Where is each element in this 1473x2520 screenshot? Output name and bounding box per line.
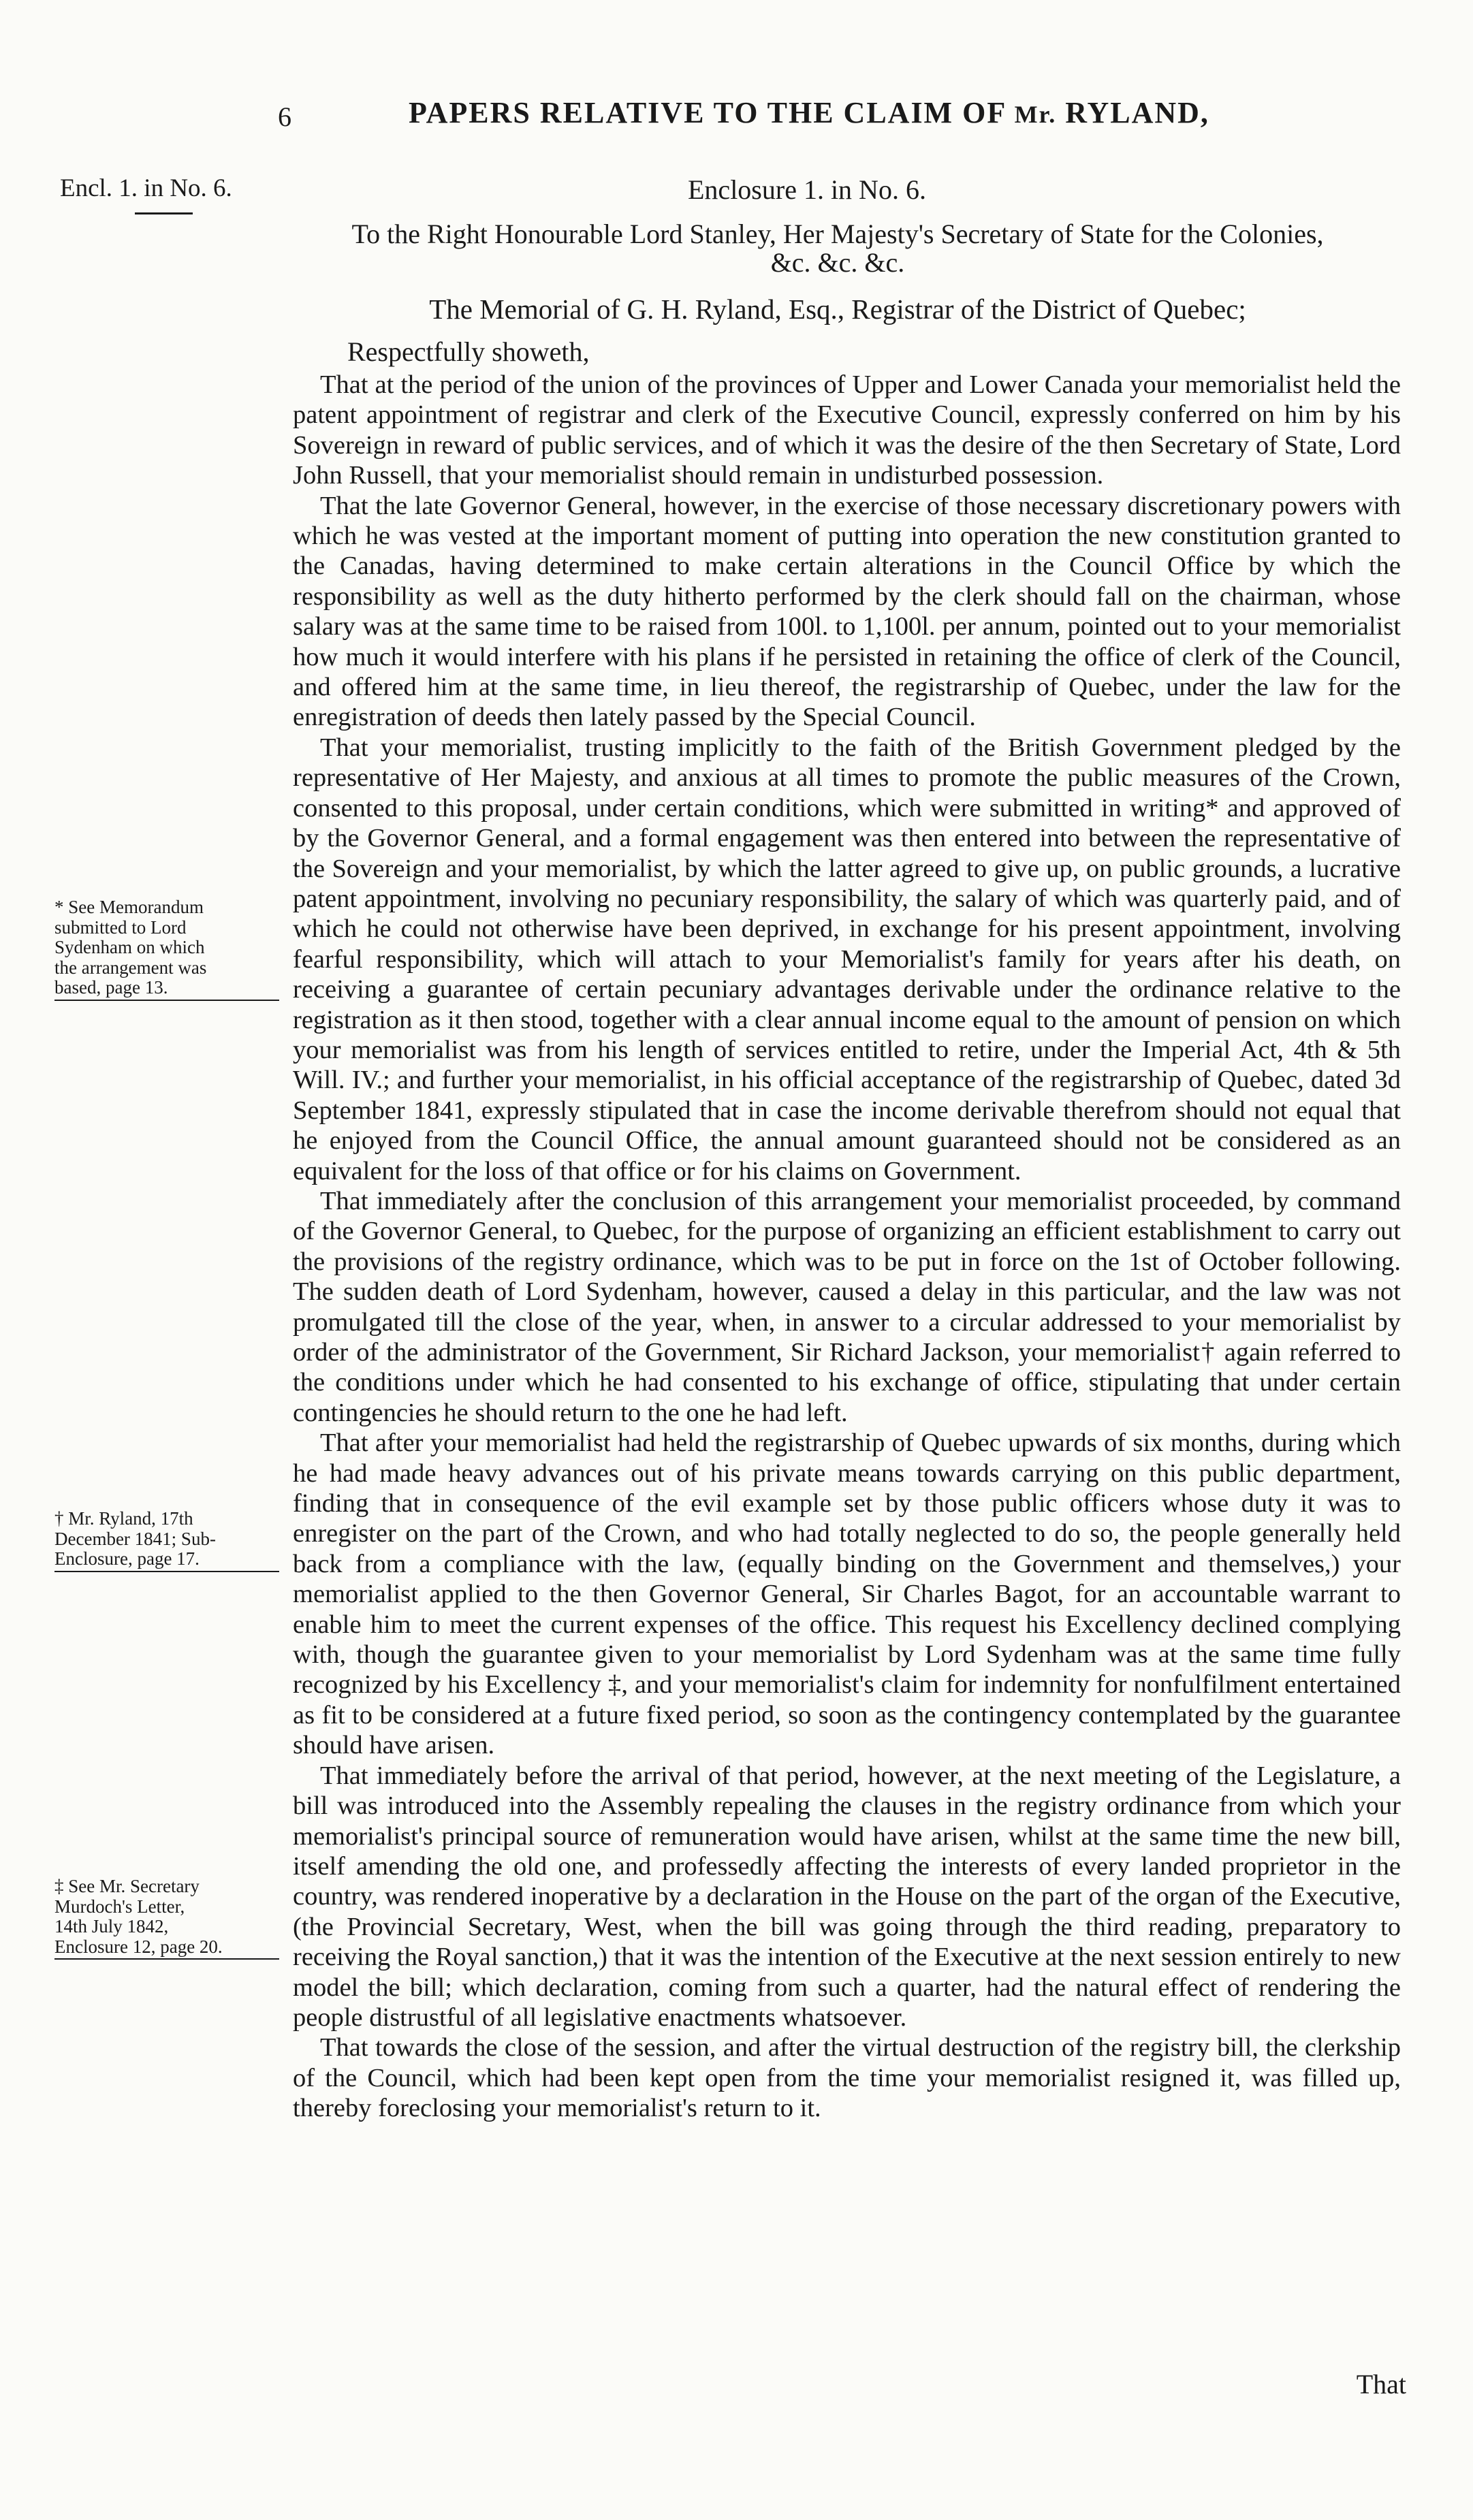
paragraph: That your memorialist, trusting implicitly to the faith of the British Government pledged by the representative of Her Majesty, and anxious at all times to promote the public measures of the Crown, consented to this proposal, under certain conditions, which were submitted in writing* and approved of by the Governor General, and a formal engagement was then entered into between the representative of the Sovereign and your memorialist, by which the latter agreed to give up, on public grounds, a lucrative patent appointment, involving no pecuniary responsibility, the salary of which was quarterly paid, and of which he could not otherwise have been deprived, in exchange for his present appointment, involving fearful responsibility, which will attach to your Memorialist's family for years after his death, on receiving a guarantee of certain pecuniary advantages derivable under the ordinance relative to the registration as it then stood, together with a clear annual income equal to the amount of pension on which your memorialist was from his length of services entitled to retire, under the Imperial Act, 4th & 5th Will. IV.; and further your memorialist, in his official acceptance of the registrarship of Quebec, dated 3d September 1841, expressly stipulated that in case the income derivable therefrom should not equal that he enjoyed from the Council Office, the annual amount guaranteed should not be considered as an equivalent for the loss of that office or for his claims on Government.	[293, 733, 1401, 1185]
margin-heading-rule	[135, 212, 193, 214]
memorial-body	[293, 370, 1401, 2124]
paragraph: That immediately before the arrival of that period, however, at the next meeting of the Legislature, a bill was introduced into the Assembly repealing the clauses in the registry ordinance from which your memorialist's principal source of remuneration would have arisen, whilst at the same time the new bill, itself amending the old one, and professedly affecting the interests of every landed proprietor in the country, was rendered inoperative by a declaration in the House on the part of the organ of the Executive, (the Provincial Secretary, West, when the bill was going through the third reading, preparatory to receiving the Royal sanction,) that it was the intention of the Executive at the next session entirely to new model the bill; which declaration, coming from such a quarter, had the natural effect of rendering the people distrustful of all legislative enactments whatsoever.	[293, 1761, 1401, 2032]
running-head-text: PAPERS RELATIVE TO THE CLAIM OF	[409, 96, 1006, 129]
page-number: 6	[278, 101, 291, 132]
side-note-line: † Mr. Ryland, 17th	[54, 1508, 193, 1529]
catchword: That	[1356, 2369, 1406, 2399]
paragraph: That at the period of the union of the provinces of Upper and Lower Canada your memorialist held the patent appointment of registrar and clerk of the Executive Council, expressly conferred on him by his Sovereign in reward of public services, and of which it was the desire of the then Secretary of State, Lord John Russell, that your memorialist should remain in undisturbed possession.	[293, 370, 1401, 490]
side-note-line: based, page 13.	[54, 977, 168, 998]
side-note-line: Enclosure 12, page 20.	[54, 1936, 223, 1957]
addressee-line-1: To the Right Honourable Lord Stanley, Her Majesty's Secretary of State for the Colonies,	[351, 219, 1324, 249]
paragraph: That after your memorialist had held the registrarship of Quebec upwards of six months, during which he had made heavy advances out of his private means towards carrying on this public department, finding that in consequence of the evil example set by those public officers whose duty it was to enregister on the part of the Crown, and who had totally neglected to do so, the people generally held back from a compliance with the law, (equally binding on the Government and themselves,) your memorialist applied to the then Governor General, Sir Charles Bagot, for an accountable warrant to enable him to meet the current expenses of the office. This request his Excellency declined complying with, though the guarantee given to your memorialist by Lord Sydenham was at the same time fully recognized by his Excellency ‡, and your memorialist's claim for indemnity for nonfulfilment entertained as fit to be considered at a future fixed period, so soon as the contingency contemplated by the guarantee should have arisen.	[293, 1429, 1401, 1760]
side-note-line: Murdoch's Letter,	[54, 1896, 185, 1917]
paragraph: That immediately after the conclusion of this arrangement your memorialist proceeded, by command of the Governor General, to Quebec, for the purpose of organizing an efficient establishment to carry out the provisions of the registry ordinance, which was to be put in force on the 1st of October following. The sudden death of Lord Sydenham, however, caused a delay in this particular, and the law was not promulgated till the close of the year, when, in answer to a circular addressed to your memorialist by order of the administrator of the Government, Sir Richard Jackson, your memorialist† again referred to the conditions under which he had consented to his exchange of office, stipulating that under certain contingencies he should return to the one he had left.	[293, 1186, 1401, 1427]
side-note-line: ‡ See Mr. Secretary	[54, 1876, 200, 1896]
side-note-line: 14th July 1842,	[54, 1916, 169, 1936]
side-note-line: the arrangement was	[54, 957, 207, 978]
paragraph: That towards the close of the session, and after the virtual destruction of the registry bill, the clerkship of the Council, which had been kept open from the time your memorialist resigned it, was filled up, thereby foreclosing your memorialist's return to it.	[293, 2033, 1401, 2123]
side-note-murdoch	[54, 1877, 279, 1960]
side-note-line: Enclosure, page 17.	[54, 1548, 200, 1569]
side-note-line: Sydenham on which	[54, 937, 205, 957]
side-note-line: December 1841; Sub-	[54, 1528, 216, 1549]
addressee	[272, 220, 1403, 277]
side-note-memorandum	[54, 897, 279, 1001]
paragraph: That the late Governor General, however, in the exercise of those necessary discretionary powers with which he was vested at the important moment of putting into operation the new constitution granted to the Canadas, having determined to make certain alterations in the Council Office by which the responsibility as well as the duty hitherto performed by the clerk should fall on the chairman, whose salary was at the same time to be raised from 100l. to 1,100l. per annum, pointed out to your memorialist how much it would interfere with his plans if he persisted in retaining the office of clerk of the Council, and offered him at the same time, in lieu thereof, the registrarship of Quebec, under the law for the enregistration of deeds then lately passed by the Special Council.	[293, 491, 1401, 732]
side-note-line: * See Memorandum	[54, 897, 204, 917]
enclosure-title: Enclosure 1. in No. 6.	[688, 174, 926, 205]
side-note-line: submitted to Lord	[54, 916, 187, 938]
addressee-line-2: &c. &c. &c.	[770, 247, 905, 278]
margin-heading: Encl. 1. in No. 6.	[60, 174, 232, 202]
memorial-heading: The Memorial of G. H. Ryland, Esq., Registrar of the District of Quebec;	[429, 293, 1246, 325]
running-head-name-prefix: Mr.	[1014, 101, 1057, 128]
side-note-ryland	[54, 1509, 279, 1572]
salutation: Respectfully showeth,	[347, 336, 590, 367]
running-head	[409, 95, 1209, 130]
running-head-name: RYLAND,	[1065, 96, 1209, 129]
